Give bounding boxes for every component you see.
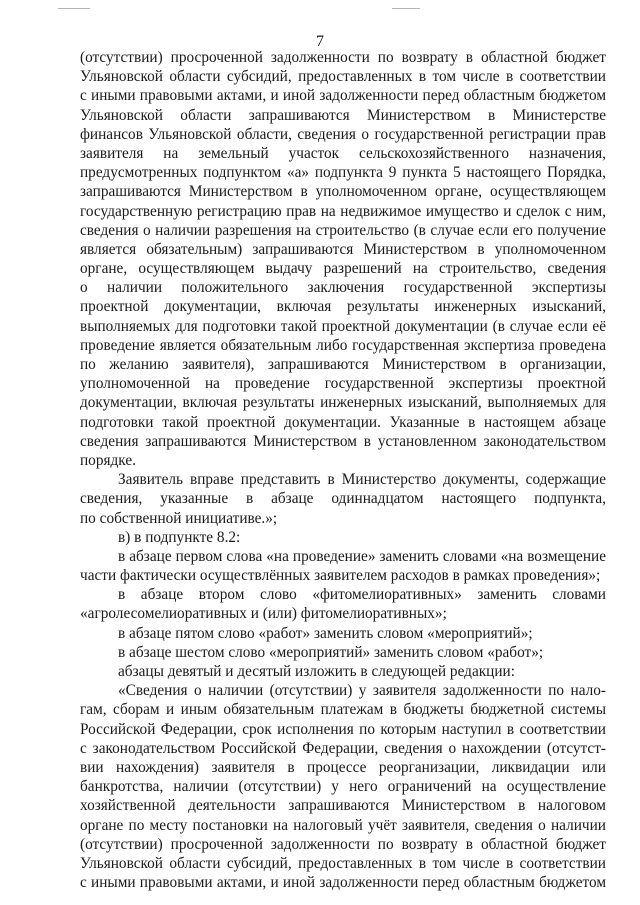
text-line: Заявитель вправе представить в Министерство документы, содержащие [118, 471, 606, 489]
text-line: в абзаце шестом слово «мероприятий» заменить словом «работ»; [118, 643, 544, 661]
page-number: 7 [316, 33, 324, 50]
text-line: Ульяновской области запрашиваются Министерством в Министерстве [80, 106, 606, 124]
text-line: Ульяновской области субсидий, предоставленных в том числе в соответствии [80, 68, 606, 86]
text-line: органе, осуществляющем выдачу разрешений на строительство, сведения [80, 260, 606, 278]
text-line: (отсутствии) просроченной задолженности по возврату в областной бюджет [80, 835, 606, 853]
text-line: (отсутствии) просроченной задолженности по возврату в областной бюджет [80, 49, 606, 66]
text-line: по собственной инициативе.»; [80, 509, 278, 527]
text-line: документации, включая результаты инженерных изысканий, выполняемых для [80, 394, 606, 412]
text-line: заявителя на земельный участок сельскохозяйственного назначения, [80, 144, 606, 162]
text-line: абзацы девятый и десятый изложить в следующей редакции: [118, 663, 515, 680]
text-line: государственную регистрацию прав на недвижимое имущество и сделок с ним, [80, 202, 606, 220]
scan-artifact [58, 8, 90, 9]
text-line: предусмотренных подпунктом «а» подпункта 9 пункта 5 настоящего Порядка, [80, 164, 606, 182]
text-line: части фактически осуществлённых заявителем расходов в рамках проведения»; [80, 567, 601, 585]
scan-artifact [392, 8, 420, 9]
text-line: гам, сборам и иным обязательным платежам в бюджеты бюджетной системы [80, 701, 606, 719]
text-line: вии нахождения) заявителя в процессе реорганизации, ликвидации или [80, 758, 606, 776]
text-line: «Сведения о наличии (отсутствии) у заявителя задолженности по нало- [118, 682, 606, 700]
text-line: проведение является обязательным либо государственная экспертиза проведена [80, 336, 606, 354]
text-line: в абзаце первом слова «на проведение» заменить словами «на возмещение [118, 547, 606, 565]
text-line: хозяйственной деятельности запрашиваются Министерством в налоговом [80, 797, 606, 815]
text-line: органе по месту постановки на налоговый учёт заявителя, сведения о наличии [80, 816, 606, 834]
body-text [80, 48, 606, 892]
text-line: Ульяновской области субсидий, предоставленных в том числе в соответствии [80, 854, 606, 872]
text-line: в) в подпункте 8.2: [118, 528, 241, 546]
text-line: сведения запрашиваются Министерством в установленном законодательством [80, 432, 606, 450]
text-line: по желанию заявителя), запрашиваются Министерством в организации, [80, 356, 606, 373]
text-line: запрашиваются Министерством в уполномоченном органе, осуществляющем [80, 183, 606, 201]
text-line: порядке. [80, 451, 136, 469]
text-line: сведения, указанные в абзаце одиннадцатом настоящего подпункта, [80, 490, 606, 508]
text-line: сведения о наличии разрешения на строительство (в случае если его получение [80, 221, 606, 239]
text-line: с иными правовыми актами, и иной задолженности перед областным бюджетом [80, 87, 606, 105]
text-line: о наличии положительного заключения государственной экспертизы [80, 279, 606, 297]
text-line: проектной документации, включая результаты инженерных изысканий, [80, 298, 606, 316]
text-line: в абзаце втором слово «фитомелиоративных» заменить словами [118, 586, 606, 604]
text-line: выполняемых для подготовки такой проектной документации (в случае если её [80, 317, 606, 335]
text-line: уполномоченной на проведение государственной экспертизы проектной [80, 375, 606, 393]
text-line: в абзаце пятом слово «работ» заменить словом «мероприятий»; [118, 624, 533, 642]
text-line: банкротства, наличии (отсутствии) у него ограничений на осуществление [80, 778, 606, 796]
text-line: финансов Ульяновской области, сведения о государственной регистрации прав [80, 125, 606, 143]
text-line: «агролесомелиоративных и (или) фитомелиоративных»; [80, 605, 447, 623]
text-line: с законодательством Российской Федерации, сведения о нахождении (отсутст- [80, 739, 606, 757]
text-line: с иными правовыми актами, и иной задолженности перед областным бюджетом [80, 874, 606, 892]
text-line: Российской Федерации, срок исполнения по которым наступил в соответствии [80, 720, 606, 738]
text-line: является обязательным) запрашиваются Министерством в уполномоченном [80, 240, 606, 258]
text-line: подготовки такой проектной документации. Указанные в настоящем абзаце [80, 413, 606, 431]
